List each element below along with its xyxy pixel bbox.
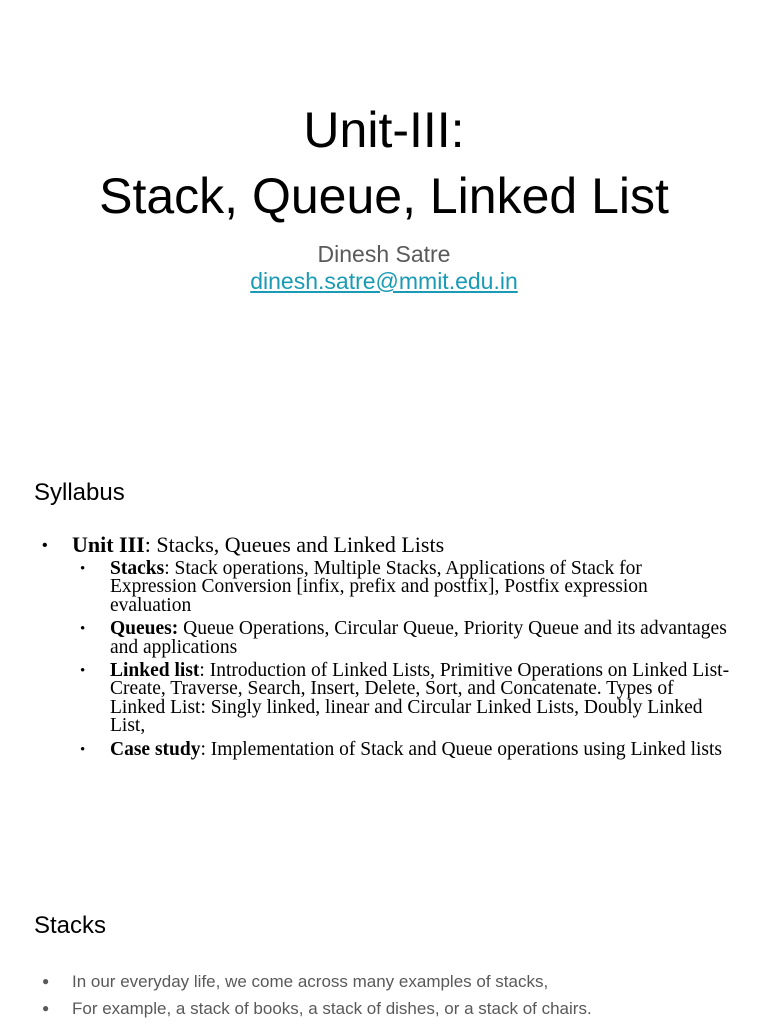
stacks-heading: Stacks [34, 912, 107, 939]
topic-description: Queue Operations, Circular Queue, Priority Queue and its advantages and applications [110, 618, 727, 658]
topic-description: : Introduction of Linked Lists, Primitive Operations on Linked List- Create, Traverse, Search, Insert, Delete, Sort, and Concatenate. Types of Linked List: Singly linked, linear and Circular Linked Lists, Doubly Linked List, [110, 660, 730, 737]
title-slide [0, 0, 768, 430]
topic-term: Case study [110, 738, 201, 760]
slide-title-line-1: Unit-III: [303, 102, 465, 158]
topic-term: Linked list [110, 660, 200, 682]
stacks-bullet-item [40, 968, 750, 995]
author-email-link[interactable]: dinesh.satre@mmit.edu.in [250, 268, 518, 294]
bullet-icon: • [80, 741, 86, 758]
unit-term: Unit III [72, 532, 145, 557]
topic-description: : Implementation of Stack and Queue operations using Linked lists [200, 738, 723, 760]
syllabus-topic-item [80, 560, 730, 615]
topic-term: Queues: [110, 618, 179, 640]
bullet-icon: • [80, 621, 86, 638]
syllabus-topic-item [80, 662, 730, 736]
topic-description: : Stack operations, Multiple Stacks, Applications of Stack for Expression Conversion [infix, prefix and postfix], Postfix expression evaluation [110, 558, 648, 616]
bullet-icon: • [42, 537, 48, 554]
author-email [0, 267, 768, 295]
topic-term: Stacks [110, 558, 165, 579]
bullet-icon: ● [42, 1001, 50, 1015]
bullet-icon: ● [42, 974, 50, 988]
stacks-bullet-list [40, 968, 750, 1022]
slide-title-line-2: Stack, Queue, Linked List [99, 168, 669, 224]
bullet-icon: • [80, 561, 86, 577]
unit-line [42, 532, 742, 559]
syllabus-topic-list [80, 560, 730, 764]
syllabus-topic-item [80, 738, 730, 760]
stacks-bullet-text: For example, a stack of books, a stack of dishes, or a stack of chairs. [72, 999, 592, 1018]
bullet-icon: • [80, 663, 86, 680]
unit-description: : Stacks, Queues and Linked Lists [144, 532, 445, 557]
author-name: Dinesh Satre [317, 241, 451, 267]
stacks-slide [0, 860, 768, 1024]
syllabus-heading: Syllabus [34, 479, 125, 506]
syllabus-topic-item [80, 620, 730, 657]
syllabus-slide [0, 430, 768, 860]
stacks-bullet-text: In our everyday life, we come across many examples of stacks, [72, 972, 549, 991]
stacks-bullet-item [40, 995, 750, 1022]
